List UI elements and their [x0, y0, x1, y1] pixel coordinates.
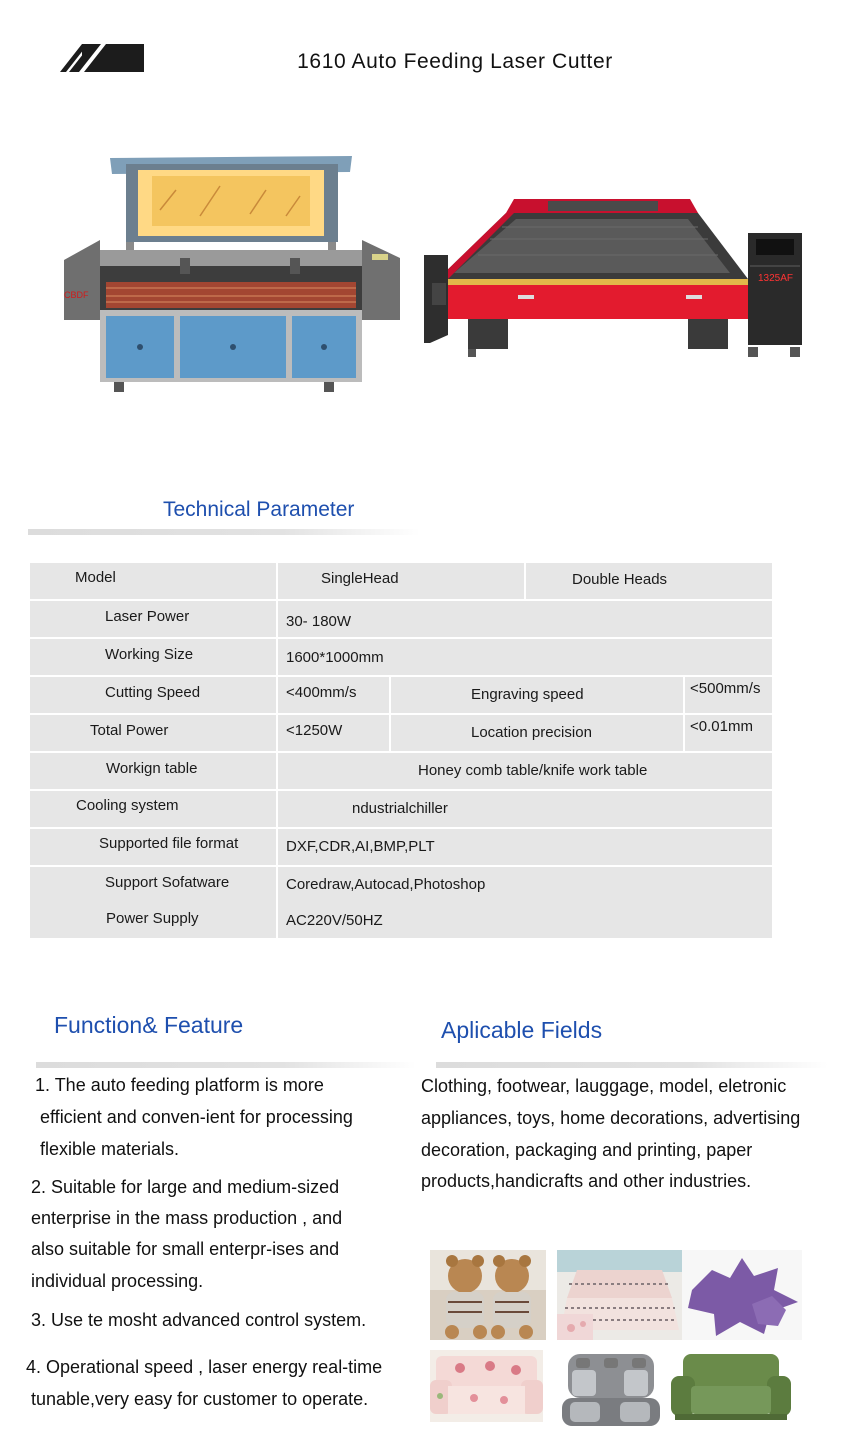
fields-line: products,handicrafts and other industries.	[421, 1171, 752, 1191]
floral-sofa-photo	[430, 1350, 543, 1422]
model-single: SingleHead	[321, 570, 399, 587]
heading-underline	[436, 1062, 828, 1068]
feature-line: flexible materials.	[40, 1139, 180, 1159]
table-row	[30, 601, 772, 637]
label-total-power: Total Power	[90, 722, 169, 739]
label-model: Model	[75, 569, 116, 586]
label-working-table: Workign table	[106, 760, 198, 777]
heading-underline	[36, 1062, 416, 1068]
machine-single-head-photo	[60, 150, 402, 395]
car-seat-cover-photo	[558, 1350, 664, 1430]
value-working-size: 1600*1000mm	[286, 649, 384, 666]
applicable-fields-heading: Aplicable Fields	[441, 1017, 603, 1043]
feature-line: enterprise in the mass production , and	[31, 1208, 343, 1228]
table-row	[30, 563, 772, 599]
label-laser-power: Laser Power	[105, 608, 190, 625]
table-row	[30, 753, 772, 789]
label-location-precision: Location precision	[471, 724, 592, 741]
technical-parameter-heading: Technical Parameter	[163, 498, 355, 521]
value-file-format: DXF,CDR,AI,BMP,PLT	[286, 838, 435, 855]
label-cutting-speed: Cutting Speed	[105, 684, 201, 701]
feature-line: individual processing.	[31, 1271, 204, 1291]
feature-line: 3. Use te mosht advanced control system.	[31, 1310, 367, 1330]
label-engraving-speed: Engraving speed	[471, 686, 584, 703]
heading-underline	[28, 529, 420, 535]
label-software: Support Sofatware	[105, 874, 230, 891]
value-laser-power: 30- 180W	[286, 613, 352, 630]
value-location-precision: <0.01mm	[690, 718, 753, 735]
value-cooling-system: ndustrialchiller	[352, 800, 448, 817]
feature-line: also suitable for small enterpr-ises and	[31, 1239, 340, 1259]
fields-line: Clothing, footwear, lauggage, model, eletronic	[421, 1076, 787, 1096]
feature-line: efficient and conven-ient for processing	[40, 1107, 353, 1127]
machine-2-label: 1325AF	[758, 273, 794, 284]
table-row	[30, 677, 772, 713]
function-feature-heading: Function& Feature	[54, 1012, 244, 1038]
table-row	[30, 829, 772, 865]
fields-line: decoration, packaging and printing, paper	[421, 1140, 753, 1160]
lace-fabric-photo	[557, 1250, 682, 1340]
green-sofa-photo	[671, 1352, 791, 1424]
machine-1-label: CBDF	[64, 290, 89, 300]
feature-line: tunable,very easy for customer to operate.	[31, 1389, 369, 1409]
value-cutting-speed: <400mm/s	[286, 684, 357, 701]
value-power-supply: AC220V/50HZ	[286, 912, 383, 929]
page-title: 1610 Auto Feeding Laser Cutter	[297, 50, 613, 73]
value-total-power: <1250W	[286, 722, 343, 739]
logo-stripes	[60, 44, 144, 72]
label-cooling-system: Cooling system	[76, 797, 179, 814]
machine-large-format-photo	[418, 195, 808, 360]
feature-line: 2. Suitable for large and medium-sized	[31, 1177, 340, 1197]
model-double: Double Heads	[572, 571, 668, 588]
label-file-format: Supported file format	[99, 835, 239, 852]
teddy-bears-photo	[430, 1250, 546, 1340]
feature-line: 4. Operational speed , laser energy real-time	[26, 1357, 383, 1377]
felt-leaves-photo	[682, 1250, 802, 1340]
table-row	[30, 903, 772, 939]
table-row	[30, 715, 772, 751]
table-row	[30, 639, 772, 675]
table-row	[30, 791, 772, 827]
table-row	[30, 867, 772, 903]
label-working-size: Working Size	[105, 646, 194, 663]
value-working-table: Honey comb table/knife work table	[418, 762, 648, 779]
label-power-supply: Power Supply	[106, 910, 199, 927]
spec-table	[30, 563, 772, 938]
value-software: Coredraw,Autocad,Photoshop	[286, 876, 486, 893]
value-engraving-speed: <500mm/s	[690, 680, 761, 697]
feature-line: 1. The auto feeding platform is more	[35, 1075, 324, 1095]
fields-line: appliances, toys, home decorations, advertising	[421, 1108, 801, 1128]
